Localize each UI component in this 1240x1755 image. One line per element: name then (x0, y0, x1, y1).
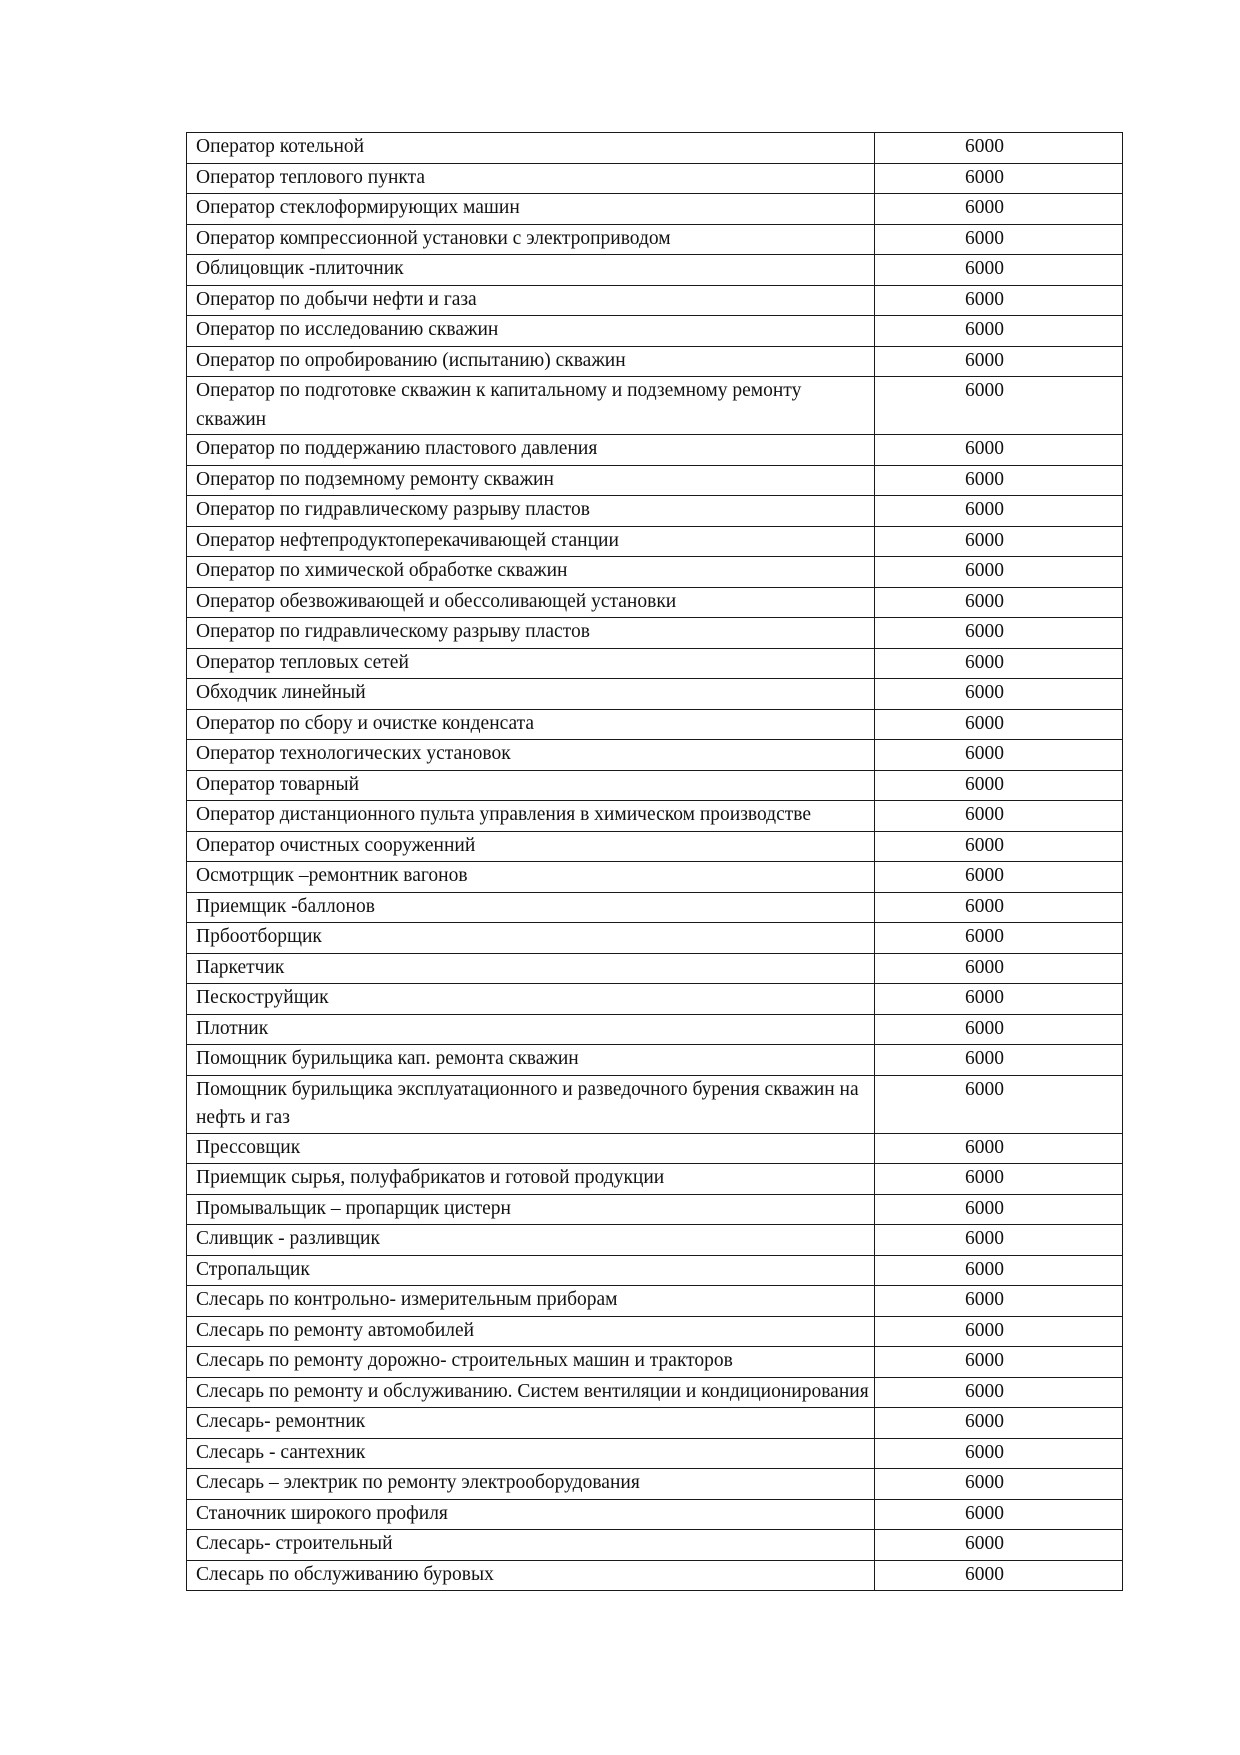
table-row (187, 1255, 1123, 1286)
table-row (187, 163, 1123, 194)
table-row (187, 648, 1123, 679)
profession-name-cell: Приемщик сырья, полуфабрикатов и готовой продукции (187, 1164, 875, 1195)
value-cell: 6000 (875, 1469, 1123, 1500)
table-row (187, 1469, 1123, 1500)
value-cell: 6000 (875, 346, 1123, 377)
value-cell: 6000 (875, 1499, 1123, 1530)
value-cell: 6000 (875, 496, 1123, 527)
table-row (187, 377, 1123, 435)
table-row (187, 679, 1123, 710)
table-row (187, 316, 1123, 347)
value-cell: 6000 (875, 709, 1123, 740)
table-row (187, 1075, 1123, 1133)
profession-name-cell: Оператор теплового пункта (187, 163, 875, 194)
table-row (187, 862, 1123, 893)
table-row (187, 1438, 1123, 1469)
profession-name-cell: Слесарь по ремонту и обслуживанию. Систем вентиляции и кондиционирования (187, 1377, 875, 1408)
value-cell: 6000 (875, 923, 1123, 954)
value-cell: 6000 (875, 1225, 1123, 1256)
table-row (187, 892, 1123, 923)
profession-name-cell: Оператор тепловых сетей (187, 648, 875, 679)
profession-name-cell: Помощник бурильщика кап. ремонта скважин (187, 1045, 875, 1076)
profession-name-cell: Оператор дистанционного пульта управления в химическом производстве (187, 801, 875, 832)
value-cell: 6000 (875, 526, 1123, 557)
value-cell: 6000 (875, 1316, 1123, 1347)
table-row (187, 709, 1123, 740)
table-row (187, 224, 1123, 255)
table-row (187, 1133, 1123, 1164)
profession-name-cell: Прессовщик (187, 1133, 875, 1164)
table-row (187, 984, 1123, 1015)
profession-name-cell: Оператор по подземному ремонту скважин (187, 465, 875, 496)
table-row (187, 526, 1123, 557)
profession-name-cell: Оператор по опробированию (испытанию) скважин (187, 346, 875, 377)
profession-name-cell: Плотник (187, 1014, 875, 1045)
table-row (187, 255, 1123, 286)
value-cell: 6000 (875, 1347, 1123, 1378)
profession-name-cell: Слесарь - сантехник (187, 1438, 875, 1469)
table-row (187, 346, 1123, 377)
profession-name-cell: Оператор стеклоформирующих машин (187, 194, 875, 225)
value-cell: 6000 (875, 465, 1123, 496)
table-row (187, 831, 1123, 862)
table-row (187, 1499, 1123, 1530)
profession-name-cell: Оператор очистных сооруженний (187, 831, 875, 862)
table-row (187, 133, 1123, 164)
profession-name-cell: Оператор нефтепродуктоперекачивающей станции (187, 526, 875, 557)
value-cell: 6000 (875, 1133, 1123, 1164)
profession-name-cell: Станочник широкого профиля (187, 1499, 875, 1530)
profession-name-cell: Паркетчик (187, 953, 875, 984)
value-cell: 6000 (875, 618, 1123, 649)
table-row (187, 465, 1123, 496)
profession-name-cell: Оператор по подготовке скважин к капитальному и подземному ремонту скважин (187, 377, 875, 435)
value-cell: 6000 (875, 285, 1123, 316)
table-row (187, 587, 1123, 618)
value-cell: 6000 (875, 163, 1123, 194)
value-cell: 6000 (875, 557, 1123, 588)
value-cell: 6000 (875, 801, 1123, 832)
profession-name-cell: Слесарь по обслуживанию буровых (187, 1560, 875, 1591)
profession-name-cell: Слесарь- строительный (187, 1530, 875, 1561)
value-cell: 6000 (875, 1045, 1123, 1076)
table-row (187, 1316, 1123, 1347)
profession-name-cell: Осмотрщик –ремонтник вагонов (187, 862, 875, 893)
value-cell: 6000 (875, 1408, 1123, 1439)
table-row (187, 1164, 1123, 1195)
table-row (187, 1530, 1123, 1561)
table-row (187, 557, 1123, 588)
value-cell: 6000 (875, 587, 1123, 618)
value-cell: 6000 (875, 679, 1123, 710)
value-cell: 6000 (875, 953, 1123, 984)
value-cell: 6000 (875, 224, 1123, 255)
value-cell: 6000 (875, 740, 1123, 771)
profession-name-cell: Оператор товарный (187, 770, 875, 801)
profession-name-cell: Слесарь по ремонту дорожно- строительных машин и тракторов (187, 1347, 875, 1378)
table-row (187, 1560, 1123, 1591)
profession-name-cell: Оператор котельной (187, 133, 875, 164)
table-row (187, 801, 1123, 832)
profession-name-cell: Оператор технологических установок (187, 740, 875, 771)
profession-name-cell: Оператор по поддержанию пластового давления (187, 435, 875, 466)
profession-name-cell: Приемщик -баллонов (187, 892, 875, 923)
value-cell: 6000 (875, 255, 1123, 286)
value-cell: 6000 (875, 984, 1123, 1015)
profession-name-cell: Оператор по химической обработке скважин (187, 557, 875, 588)
profession-name-cell: Обходчик линейный (187, 679, 875, 710)
profession-name-cell: Оператор компрессионной установки с электроприводом (187, 224, 875, 255)
value-cell: 6000 (875, 1438, 1123, 1469)
value-cell: 6000 (875, 862, 1123, 893)
profession-name-cell: Облицовщик -плиточник (187, 255, 875, 286)
table-body (187, 133, 1123, 1591)
value-cell: 6000 (875, 1377, 1123, 1408)
value-cell: 6000 (875, 1075, 1123, 1133)
table-row (187, 496, 1123, 527)
table-row (187, 1045, 1123, 1076)
profession-price-table (186, 132, 1123, 1591)
table-row (187, 770, 1123, 801)
value-cell: 6000 (875, 1014, 1123, 1045)
value-cell: 6000 (875, 1530, 1123, 1561)
value-cell: 6000 (875, 435, 1123, 466)
profession-name-cell: Стропальщик (187, 1255, 875, 1286)
table-row (187, 923, 1123, 954)
value-cell: 6000 (875, 194, 1123, 225)
profession-name-cell: Прбоотборщик (187, 923, 875, 954)
table-row (187, 1286, 1123, 1317)
value-cell: 6000 (875, 892, 1123, 923)
table-row (187, 1377, 1123, 1408)
table-row (187, 1225, 1123, 1256)
profession-name-cell: Оператор по гидравлическому разрыву пластов (187, 496, 875, 527)
profession-name-cell: Оператор по сбору и очистке конденсата (187, 709, 875, 740)
table-row (187, 1408, 1123, 1439)
value-cell: 6000 (875, 133, 1123, 164)
table-row (187, 953, 1123, 984)
profession-name-cell: Помощник бурильщика эксплуатационного и разведочного бурения скважин на нефть и газ (187, 1075, 875, 1133)
table-row (187, 285, 1123, 316)
value-cell: 6000 (875, 648, 1123, 679)
table-row (187, 194, 1123, 225)
profession-name-cell: Слесарь- ремонтник (187, 1408, 875, 1439)
profession-name-cell: Слесарь по контрольно- измерительным приборам (187, 1286, 875, 1317)
value-cell: 6000 (875, 831, 1123, 862)
profession-name-cell: Пескоструйщик (187, 984, 875, 1015)
value-cell: 6000 (875, 1194, 1123, 1225)
table-row (187, 1014, 1123, 1045)
table-row (187, 435, 1123, 466)
value-cell: 6000 (875, 1286, 1123, 1317)
profession-name-cell: Оператор обезвоживающей и обессоливающей установки (187, 587, 875, 618)
table-row (187, 740, 1123, 771)
profession-name-cell: Сливщик - разливщик (187, 1225, 875, 1256)
profession-name-cell: Оператор по добычи нефти и газа (187, 285, 875, 316)
value-cell: 6000 (875, 1255, 1123, 1286)
table-row (187, 1194, 1123, 1225)
value-cell: 6000 (875, 1164, 1123, 1195)
table-row (187, 618, 1123, 649)
value-cell: 6000 (875, 377, 1123, 435)
profession-name-cell: Слесарь по ремонту автомобилей (187, 1316, 875, 1347)
profession-name-cell: Промывальщик – пропарщик цистерн (187, 1194, 875, 1225)
value-cell: 6000 (875, 316, 1123, 347)
table-row (187, 1347, 1123, 1378)
value-cell: 6000 (875, 1560, 1123, 1591)
profession-name-cell: Оператор по исследованию скважин (187, 316, 875, 347)
profession-name-cell: Оператор по гидравлическому разрыву пластов (187, 618, 875, 649)
value-cell: 6000 (875, 770, 1123, 801)
profession-name-cell: Слесарь – электрик по ремонту электрооборудования (187, 1469, 875, 1500)
